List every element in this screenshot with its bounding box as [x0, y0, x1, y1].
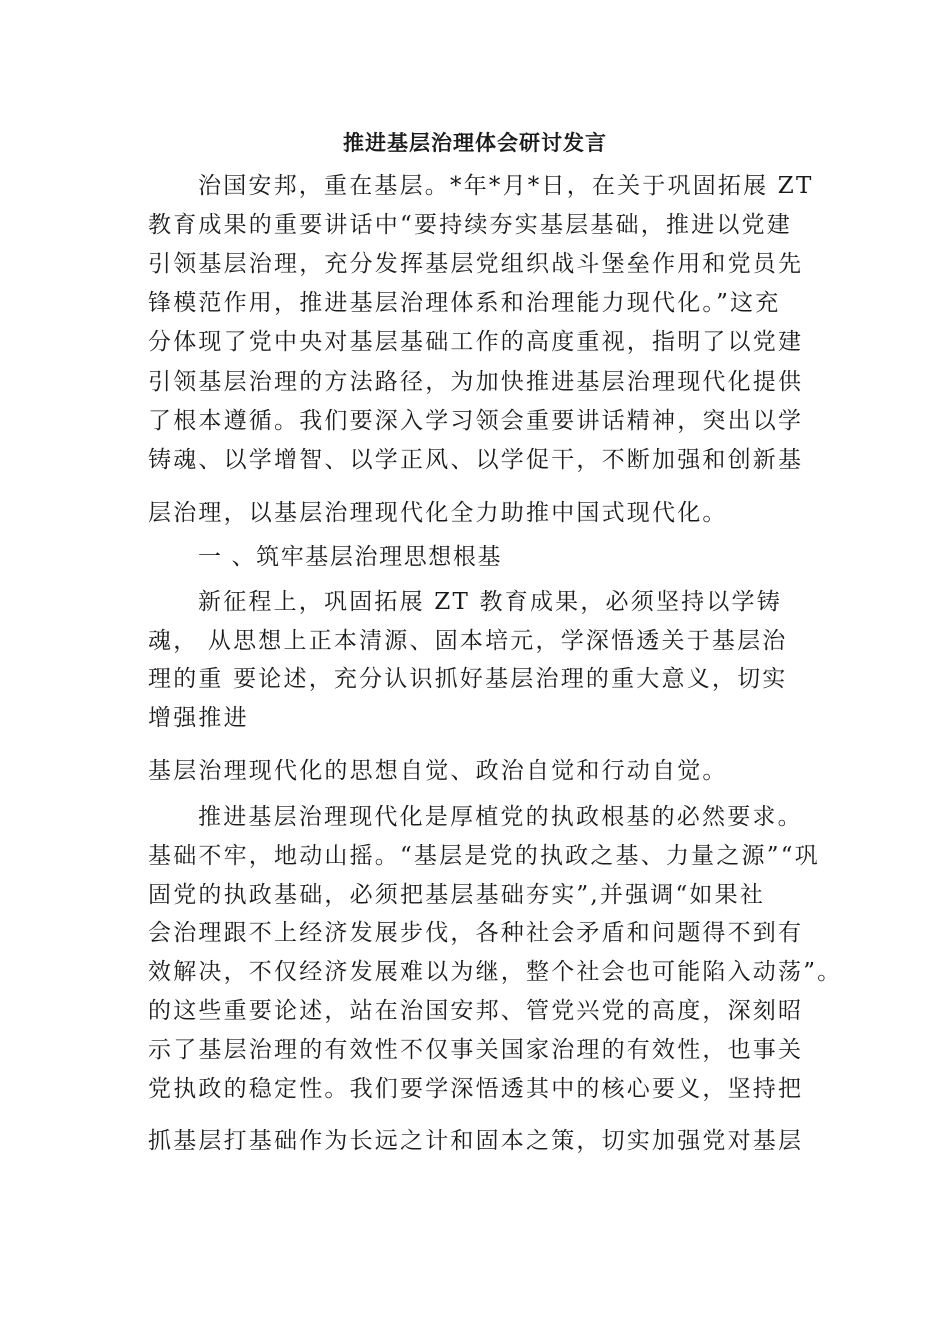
text-line: 基层治理现代化的思想自觉、政治自觉和行动自觉。 [148, 758, 728, 784]
text-line: 理的重 要论述，充分认识抓好基层治理的重大意义，切实 [148, 666, 788, 692]
text-line: 教育成果的重要讲话中“要持续夯实基层基础，推进以党建 [148, 212, 792, 238]
text-line: 效解决，不仅经济发展难以为继，整个社会也可能陷入动荡”。 [148, 959, 843, 985]
text-line: 示了基层治理的有效性不仅事关国家治理的有效性，也事关 [148, 1037, 804, 1063]
text-line: 引领基层治理的方法路径，为加快推进基层治理现代化提供 [148, 369, 804, 395]
text-line: 铸魂、以学增智、以学正风、以学促干，不断加强和创新基 [148, 447, 804, 473]
text-line: 基础不牢，地动山摇。“基层是党的执政之基、力量之源”“巩 [148, 843, 820, 869]
text-line: 固党的执政基础，必须把基层基础夯实”,并强调“如果社 [148, 882, 766, 908]
text-line: 党执政的稳定性。我们要学深悟透其中的核心要义，坚持把 [148, 1076, 804, 1102]
text-line: 引领基层治理，充分发挥基层党组织战斗堡垒作用和党员先 [148, 251, 804, 277]
text-line: 推进基层治理现代化是厚植党的执政根基的必然要求。 [198, 804, 803, 830]
document-title: 推进基层治理体会研讨发言 [343, 130, 607, 155]
text-line: 会治理跟不上经济发展步伐，各种社会矛盾和问题得不到有 [148, 920, 804, 946]
section-heading: 一 、筑牢基层治理思想根基 [198, 544, 503, 570]
text-line: 增强推进 [148, 705, 249, 731]
text-line: 分体现了党中央对基层基础工作的高度重视，指明了以党建 [148, 329, 804, 355]
text-line: 锋模范作用，推进基层治理体系和治理能力现代化。”这充 [148, 290, 781, 316]
text-line: 抓基层打基础作为长远之计和固本之策，切实加强党对基层 [148, 1128, 804, 1154]
text-line: 新征程上，巩固拓展 ZT 教育成果，必须坚持以学铸 [198, 589, 782, 615]
text-line: 了根本遵循。我们要深入学习领会重要讲话精神，突出以学 [148, 408, 804, 434]
text-line: 魂， 从思想上正本清源、固本培元，学深悟透关于基层治 [148, 628, 788, 654]
text-line: 治国安邦，重在基层。*年*月*日，在关于巩固拓展 ZT [198, 173, 814, 199]
text-line: 的这些重要论述，站在治国安邦、管党兴党的高度，深刻昭 [148, 998, 804, 1024]
text-line: 层治理，以基层治理现代化全力助推中国式现代化。 [148, 500, 728, 526]
